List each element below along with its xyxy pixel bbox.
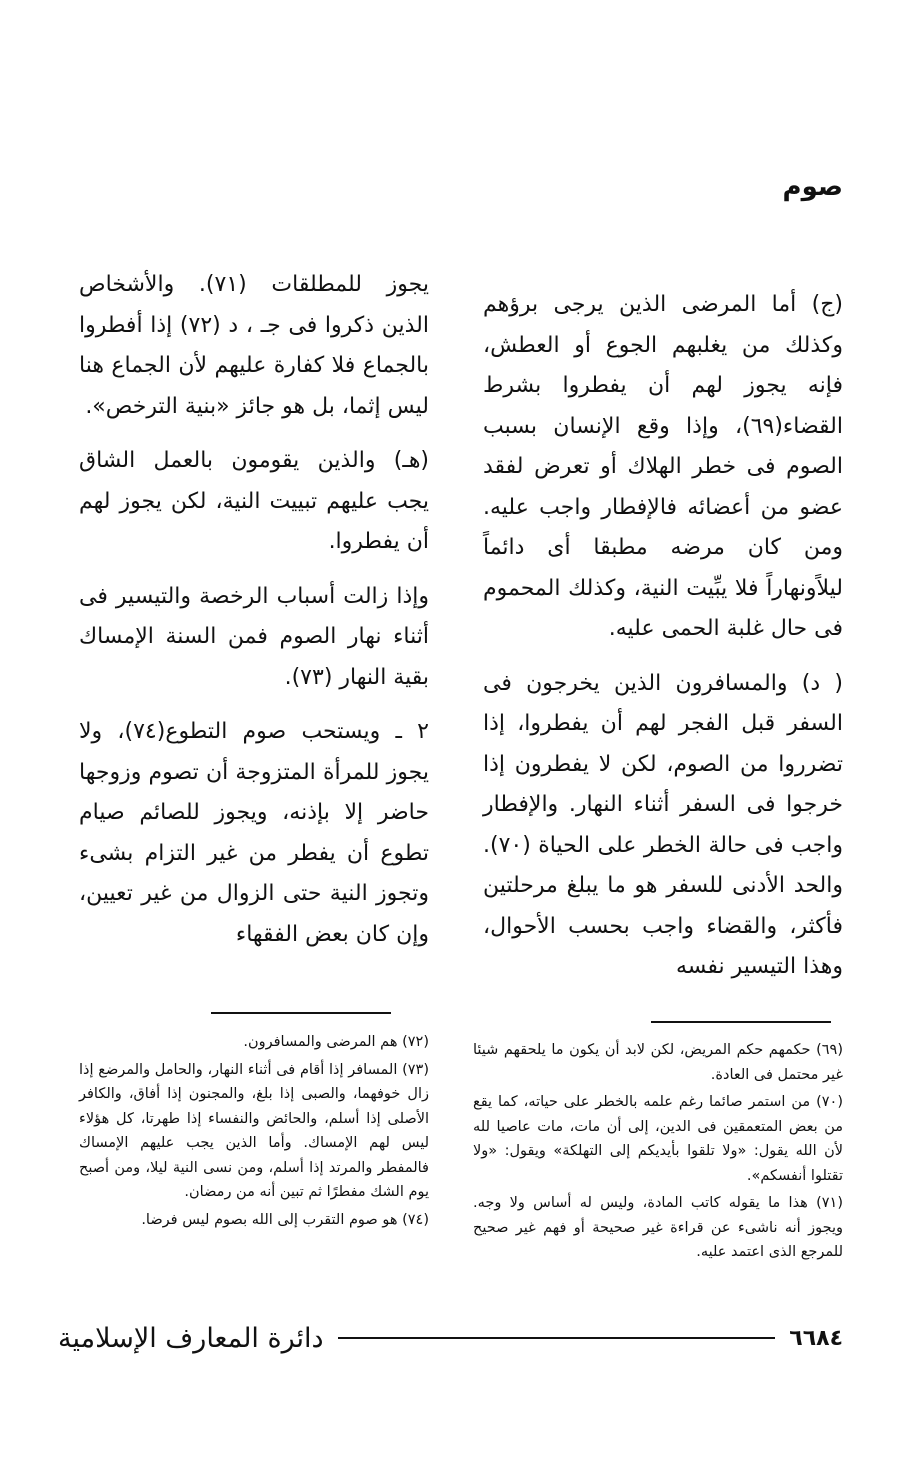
footnotes-left	[79, 1030, 429, 1235]
footnote: (٧٣) المسافر إذا أقام فى أثناء النهار، والحامل والمرضع إذا زال خوفهما، والصبى إذا بلغ، والمجنون إذا أفاق، والكافر الأصلى إذا أسلم، والحائض والنفساء إذا طهرتا، كل هؤلاء ليس لهم الإمساك. وأما الذين يجب عليهم الإمساك فالمفطر والمرتد إذا أسلم، ومن نسى النية ليلا، ومن أصبح يوم الشك مفطرًا ثم تبين أنه من رمضان.	[79, 1061, 429, 1200]
encyclopedia-title: دائرة المعارف الإسلامية	[58, 1322, 324, 1354]
paragraph: يجوز للمطلقات (٧١). والأشخاص الذين ذكروا فى جـ ، د (٧٢) إذا أفطروا بالجماع فلا كفارة عليهم لأن الجماع هنا ليس إثما، بل هو جائز «بنية الترخص».	[79, 272, 429, 419]
footnote: (٧٤) هو صوم التقرب إلى الله بصوم ليس فرضا.	[141, 1211, 429, 1228]
running-title: صوم	[782, 172, 843, 202]
page-number: ٦٦٨٤	[789, 1325, 843, 1351]
paragraph: ( د) والمسافرون الذين يخرجون فى السفر قبل الفجر لهم أن يفطروا، إذا تضرروا من الصوم، لكن لا يفطرون إذا خرجوا فى السفر أثناء النهار. والإفطار واجب فى حالة الخطر على الحياة (٧٠). والحد الأدنى للسفر هو ما يبلغ مرحلتين فأكثر، والقضاء واجب بحسب الأحوال، وهذا التيسير نفسه	[483, 670, 843, 979]
paragraph: ٢ ـ ويستحب صوم التطوع(٧٤)، ولا يجوز للمرأة المتزوجة أن تصوم وزوجها حاضر إلا بإذنه، ويجوز للصائم صيام تطوع أن يفطر من غير التزام بشىء وتجوز النية حتى الزوال من غير تعيين، وإن كان بعض الفقهاء	[79, 719, 429, 947]
footnote: (٧٢) هم المرضى والمسافرون.	[243, 1034, 429, 1050]
footnote: (٧٠) من استمر صائما رغم علمه بالخطر على حياته، كما يقع من بعض المتعمقين فى الدين، إلى أن مات، مات عاصيا لله لأن الله يقول: «ولا تلقوا بأيديكم إلى التهلكة» ويقول: «ولا تقتلوا أنفسكم».	[473, 1094, 843, 1184]
paragraph: (هـ) والذين يقومون بالعمل الشاق يجب عليهم تبييت النية، لكن يجوز لهم أن يفطروا.	[79, 448, 429, 554]
page-footer	[58, 1318, 843, 1358]
paragraph: (ج) أما المرضى الذين يرجى برؤهم وكذلك من يغلبهم الجوع أو العطش، فإنه يجوز لهم أن يفطروا بشرط القضاء(٦٩)، وإذا وقع الإنسان بسبب الصوم فى خطر الهلاك أو تعرض لفقد عضو من أعضائه فالإفطار واجب عليه. ومن كان مرضه مطبقا أى دائماً ليلاًونهاراً فلا يبِّيت النية، وكذلك المحموم فى حال غلبة الحمى عليه.	[483, 292, 843, 641]
footnote-separator	[651, 1021, 831, 1023]
left-text-column	[79, 265, 429, 969]
footnote: (٦٩) حكمهم حكم المريض، لكن لابد أن يكون ما يلحقهم شيئا غير محتمل فى العادة.	[473, 1042, 843, 1083]
footnotes-right	[473, 1038, 843, 1268]
footer-rule	[338, 1337, 776, 1339]
footnote-separator	[211, 1012, 391, 1014]
footnote: (٧١) هذا ما يقوله كاتب المادة، وليس له أساس ولا وجه. ويجوز أنه ناشىء عن قراءة غير صحيحة أو فهم غير صحيح للمرجع الذى اعتمد عليه.	[473, 1195, 843, 1260]
paragraph: وإذا زالت أسباب الرخصة والتيسير فى أثناء نهار الصوم فمن السنة الإمساك بقية النهار (٧٣).	[79, 583, 429, 690]
right-text-column	[483, 285, 843, 1002]
